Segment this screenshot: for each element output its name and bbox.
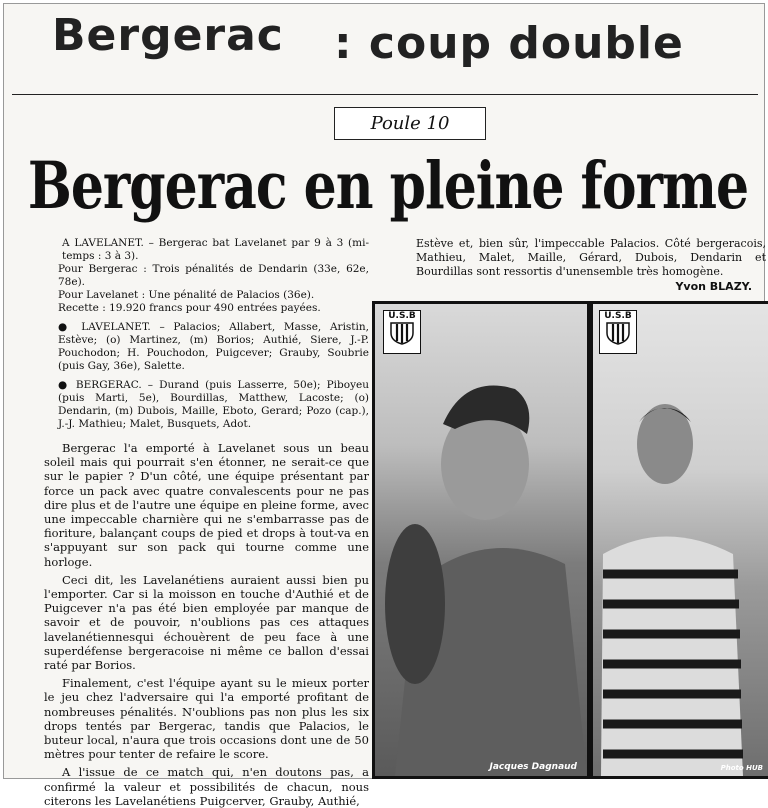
section-label: Poule 10 xyxy=(334,107,486,140)
article-paragraph-4: A l'issue de ce match qui, n'en doutons pas, a confirmé la valeur et possibilités de chacun, nous citerons les Lavelanétiens Puigcerver, Grauby, Authié, xyxy=(44,765,369,808)
photo-caption-1: Jacques Dagnaud xyxy=(489,762,577,772)
photo-player-1 xyxy=(372,301,590,779)
newspaper-clipping xyxy=(3,3,766,808)
kicker-part-2: : coup double xyxy=(334,18,684,69)
headline: Bergerac en pleine forme xyxy=(27,148,749,225)
summary-line-2: Pour Bergerac : Trois pénalités de Dendarin (33e, 62e, 78e). xyxy=(58,263,369,288)
article-paragraph-2: Ceci dit, les Lavelanétiens auraient aussi bien pu l'emporter. Car si la moisson en touche d'Authié et de Puigcever n'a pas été bien employée par manque de savoir et de pouvoir, n'oublions pas ces attaques lavelanétiennesqui échouèrent de peu face à une superdéfense bergeracoise ni même ce ballon d'essai raté par Borios. xyxy=(44,572,369,673)
left-column xyxy=(44,237,369,808)
article-paragraph-3: Finalement, c'est l'équipe ayant su le mieux porter le jeu chez l'adversaire qui l'a emporté profitant de nombreuses pénalités. N'oublions pas non plus les six drops tentés par Bergerac, tandis que Palacios, le buteur local, n'aura que trois occasions dont une de 50 mètres pour tenter de refaire le score. xyxy=(44,676,369,762)
club-logo-text: U.S.B xyxy=(388,311,416,321)
top-rule xyxy=(12,94,758,95)
team-lavelanet: ● LAVELANET. – Palacios; Allabert, Masse, Aristin, Estève; (o) Martinez, (m) Borios; Authié, Siere, J.-P. Pouchodon; H. Pouchodon, Puigcever; Grauby, Soubrie (puis Gay, 36e), Salette. xyxy=(58,321,369,372)
summary-line-3: Pour Lavelanet : Une pénalité de Palacios (36e). xyxy=(58,289,315,301)
player-silhouette xyxy=(593,304,768,776)
article-paragraph-1: Bergerac l'a emporté à Lavelanet sous un beau soleil mais qui pourrait s'en étonner, ne serait-ce que sur le papier ? D'un côté, une équipe présentant par force un pack avec quatre convalescents pour ne pas dire plus et de l'autre une équipe en pleine forme, avec une impeccable charnière qui ne s'embarrasse pas de fioriture, balançant coups de pied et drops à tout-va en s'appuyant sur son pack qui tourne comme une horloge. xyxy=(44,441,369,569)
right-column-text: Estève et, bien sûr, l'impeccable Palacios. Côté bergeracois, Mathieu, Malet, Maille, Gérard, Dubois, Dendarin et Bourdillas sont ressortis d'unensemble très homogène. xyxy=(416,237,766,278)
summary-line-1: A LAVELANET. – Bergerac bat Lavelanet par 9 à 3 (mi-temps : 3 à 3). xyxy=(62,237,369,262)
photo-caption-2: Photo HUB xyxy=(720,764,763,772)
kicker-part-1: Bergerac xyxy=(52,10,284,61)
kicker-title xyxy=(52,10,752,70)
summary-line-4: Recette : 19.920 francs pour 490 entrées payées. xyxy=(58,302,321,314)
photo-player-2 xyxy=(590,301,768,779)
club-logo-text: U.S.B xyxy=(604,311,632,321)
byline: Yvon BLAZY. xyxy=(675,280,752,293)
team-bergerac: ● BERGERAC. – Durand (puis Lasserre, 50e); Piboyeu (puis Marti, 5e), Bourdillas, Matthew, Lacoste; (o) Dendarin, (m) Dubois, Maille, Eboto, Gerard; Pozo (cap.), J.-J. Mathieu; Malet, Busquets, Adot. xyxy=(58,379,369,430)
player-silhouette xyxy=(375,304,587,776)
